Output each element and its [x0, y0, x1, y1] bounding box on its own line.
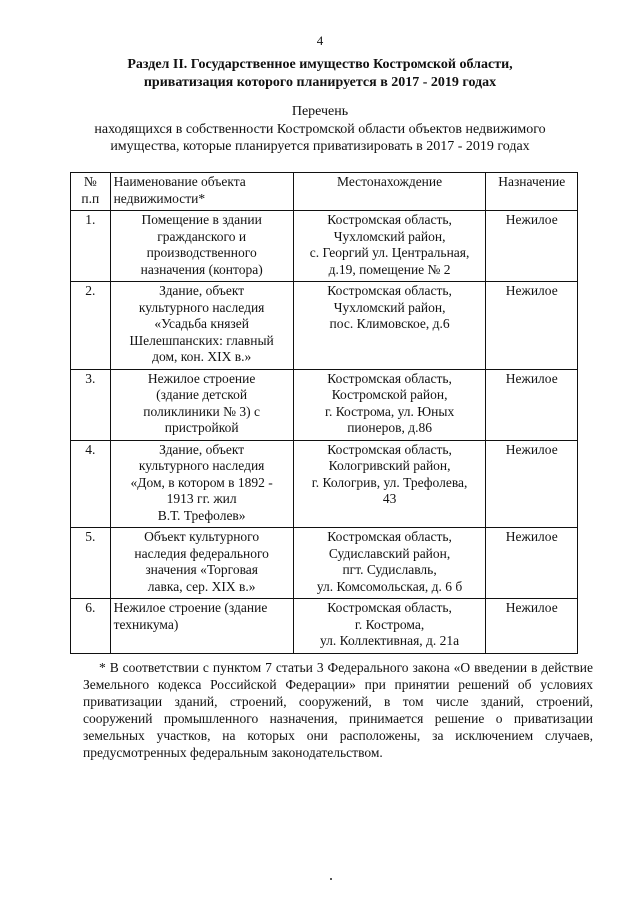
cell-num: 5. — [71, 528, 111, 599]
cell-name-line: В.Т. Трефолев» — [157, 507, 246, 523]
cell-location-line: Костромская область, — [327, 212, 452, 227]
cell-name — [110, 440, 293, 528]
page-number: 4 — [316, 33, 324, 48]
cell-purpose: Нежилое — [486, 599, 578, 654]
cell-name-line: дом, кон. XIX в.» — [152, 349, 252, 364]
cell-name-line: Помещение в здании — [141, 212, 262, 227]
cell-name-line: гражданского и — [157, 228, 247, 244]
list-heading: Перечень — [291, 104, 349, 119]
cell-location-line: Костромской район, — [331, 387, 448, 402]
cell-num: 4. — [71, 440, 111, 528]
cell-name-line: значения «Торговая — [145, 562, 258, 577]
table-body — [71, 211, 578, 654]
cell-name-line: «Усадьба князей — [154, 316, 249, 331]
cell-name-line: производственного — [146, 245, 257, 260]
cell-name-line: наследия федерального — [134, 545, 269, 561]
cell-location-line: пгт. Судиславль, — [342, 562, 437, 577]
list-subheading — [40, 121, 600, 155]
cell-location-line: Костромская область, — [327, 370, 452, 386]
table-row — [71, 528, 578, 599]
property-table — [70, 172, 578, 654]
list-subheading-line-2: имущества, которые планируется приватизировать в 2017 - 2019 годах — [110, 139, 530, 154]
cell-name-line: лавка, сер. XIX в.» — [147, 578, 256, 594]
cell-location — [293, 369, 486, 440]
section-title — [60, 56, 580, 92]
cell-name — [110, 599, 293, 654]
cell-location — [293, 599, 486, 654]
cell-location-line: Костромская область, — [327, 600, 452, 615]
cell-num: 3. — [71, 369, 111, 440]
footnote: * В соответствии с пунктом 7 статьи 3 Федерального закона «О введении в действие Земельного кодекса Российской Федерации» при принятии решений об условиях приватизации зданий, строений, сооружений, в том числе зданий, строений, сооружений промышленного назначения, принимается решение о приватизации земельных участков, на которых они расположены, за исключением случаев, предусмотренных федеральным законодательством. — [83, 660, 593, 760]
table-row — [71, 440, 578, 528]
section-title-line-2: приватизация которого планируется в 2017 - 2019 годах — [143, 75, 497, 90]
cell-name-line: пристройкой — [164, 420, 239, 435]
cell-purpose: Нежилое — [486, 528, 578, 599]
header-location: Местонахождение — [293, 173, 486, 211]
cell-location-line: Судиславский район, — [328, 545, 451, 561]
cell-name-line: «Дом, в котором в 1892 - — [130, 474, 273, 490]
cell-name-line: поликлиники № 3) с — [143, 403, 261, 419]
cell-location-line: г. Кострома, ул. Юных — [324, 403, 455, 419]
table-row — [71, 211, 578, 282]
header-num-line-2: п.п — [81, 190, 100, 206]
cell-name-line: Здание, объект — [159, 283, 245, 298]
cell-name-line: Нежилое строение (здание — [113, 600, 268, 615]
cell-name-line: культурного наследия — [138, 458, 265, 473]
cell-location — [293, 528, 486, 599]
cell-name-line: Нежилое строение — [147, 370, 256, 386]
cell-location-line: 43 — [382, 491, 397, 506]
scan-speck — [330, 878, 332, 880]
cell-name-line: Шелешпанских: главный — [129, 332, 274, 348]
cell-location-line: Чухломский район, — [333, 228, 446, 244]
cell-location-line: Кологривский район, — [328, 458, 451, 473]
cell-location-line: пос. Климовское, д.6 — [329, 316, 450, 331]
header-name-line-2: недвижимости* — [113, 190, 206, 206]
cell-location-line: с. Георгий ул. Центральная, — [309, 245, 470, 260]
table-row — [71, 599, 578, 654]
cell-purpose: Нежилое — [486, 282, 578, 370]
cell-name-line: 1913 гг. жил — [166, 491, 237, 506]
cell-location-line: Костромская область, — [327, 283, 452, 298]
cell-location-line: ул. Комсомольская, д. 6 б — [316, 578, 463, 594]
cell-purpose: Нежилое — [486, 211, 578, 282]
header-purpose: Назначение — [486, 173, 578, 211]
cell-name-line: (здание детской — [156, 387, 248, 402]
cell-location-line: г. Кострома, — [354, 616, 425, 632]
cell-location-line: Чухломский район, — [333, 299, 446, 315]
cell-location-line: г. Кологрив, ул. Трефолева, — [311, 474, 468, 490]
cell-location-line: Костромская область, — [327, 529, 452, 544]
cell-name — [110, 282, 293, 370]
cell-purpose: Нежилое — [486, 369, 578, 440]
table-header — [71, 173, 578, 211]
cell-location — [293, 440, 486, 528]
cell-name-line: Объект культурного — [144, 529, 260, 544]
cell-num: 6. — [71, 599, 111, 654]
table-row — [71, 282, 578, 370]
cell-name — [110, 369, 293, 440]
cell-name — [110, 211, 293, 282]
cell-name-line: Здание, объект — [159, 441, 245, 457]
cell-location-line: ул. Коллективная, д. 21а — [319, 633, 460, 648]
cell-name-line: культурного наследия — [138, 299, 265, 315]
section-title-line-1: Раздел II. Государственное имущество Костромской области, — [127, 57, 513, 72]
cell-location-line: Костромская область, — [327, 441, 452, 457]
list-subheading-line-1: находящихся в собственности Костромской области объектов недвижимого — [94, 122, 546, 137]
cell-location-line: д.19, помещение № 2 — [328, 261, 451, 277]
cell-name — [110, 528, 293, 599]
header-num — [71, 173, 111, 211]
cell-name-line: техникума) — [113, 616, 179, 632]
cell-location — [293, 211, 486, 282]
table-row — [71, 369, 578, 440]
cell-num: 2. — [71, 282, 111, 370]
table-header-row — [71, 173, 578, 211]
cell-location-line: пионеров, д.86 — [347, 420, 432, 435]
header-name-line-1: Наименование объекта — [113, 174, 246, 189]
header-num-line-1: № — [83, 174, 97, 189]
cell-name-line: назначения (контора) — [140, 261, 263, 277]
header-name — [110, 173, 293, 211]
cell-purpose: Нежилое — [486, 440, 578, 528]
cell-location — [293, 282, 486, 370]
cell-num: 1. — [71, 211, 111, 282]
